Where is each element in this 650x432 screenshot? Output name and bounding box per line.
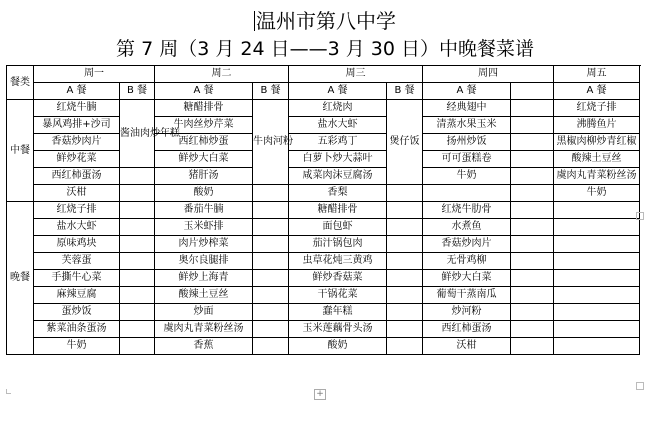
empty-cell (253, 202, 289, 219)
dish-cell: 西红柿炒蛋 (155, 134, 253, 151)
day-header: 周二 (155, 66, 289, 83)
empty-cell (387, 304, 423, 321)
dish-cell: 鲜炒大白菜 (423, 270, 511, 287)
b-meal-header: B 餐 (120, 83, 155, 100)
dish-cell: 麻辣豆腐 (34, 287, 120, 304)
empty-cell (511, 321, 554, 338)
dish-cell: 奥尔良腿排 (155, 253, 253, 270)
table-row (7, 151, 640, 168)
dinner-label: 晚餐 (7, 202, 34, 355)
dish-cell: 清蒸水果玉米 (423, 117, 511, 134)
dish-cell: 糖醋排骨 (155, 100, 253, 117)
dish-cell: 番茄牛腩 (155, 202, 253, 219)
empty-cell (253, 338, 289, 355)
page-title (0, 8, 650, 34)
empty-cell (120, 253, 155, 270)
dish-cell: 牛奶 (554, 185, 640, 202)
dish-cell: 沸腾鱼片 (554, 117, 640, 134)
dish-cell: 香菇炒肉片 (423, 236, 511, 253)
dish-cell: 蠢年糕 (289, 304, 387, 321)
table-row (7, 134, 640, 151)
dish-cell: 五彩鸡丁 (289, 134, 387, 151)
empty-cell (511, 270, 554, 287)
dish-cell: 蛋炒饭 (34, 304, 120, 321)
empty-cell (253, 185, 289, 202)
table-row (7, 66, 640, 83)
day-header: 周五 (554, 66, 640, 83)
dish-cell: 牛肉丝炒芹菜 (155, 117, 253, 134)
dish-cell: 虫草花炖三黄鸡 (289, 253, 387, 270)
empty-cell (387, 219, 423, 236)
a-meal-header: A 餐 (155, 83, 253, 100)
a-meal-header: A 餐 (554, 83, 640, 100)
dish-cell: 酸辣土豆丝 (554, 151, 640, 168)
empty-cell (554, 236, 640, 253)
dish-cell: 猪肝汤 (155, 168, 253, 185)
dish-cell: 虞肉丸青菜粉丝汤 (554, 168, 640, 185)
dish-cell: 鲜炒大白菜 (155, 151, 253, 168)
page-subtitle: 第 7 周（3 月 24 日——3 月 30 日）中晚餐菜谱 (116, 38, 534, 60)
empty-cell (253, 321, 289, 338)
b-meal-dish: 煲仔饭 (387, 100, 423, 185)
b-meal-header: B 餐 (253, 83, 289, 100)
day-header: 周四 (423, 66, 554, 83)
empty-cell (511, 168, 554, 185)
dish-cell: 面包虾 (289, 219, 387, 236)
table-row (7, 168, 640, 185)
empty-cell (387, 236, 423, 253)
dish-cell: 玉米虾排 (155, 219, 253, 236)
empty-cell (554, 270, 640, 287)
dish-cell: 玉米莲藕骨头汤 (289, 321, 387, 338)
empty-cell (511, 100, 554, 117)
dish-cell: 白萝卜炒大蒜叶 (289, 151, 387, 168)
dish-cell: 西红柿蛋汤 (34, 168, 120, 185)
dish-cell: 红烧牛腩 (34, 100, 120, 117)
empty-cell (511, 185, 554, 202)
dish-cell: 可可蛋糕卷 (423, 151, 511, 168)
day-header: 周三 (289, 66, 423, 83)
table-row (7, 253, 640, 270)
dish-cell: 鲜炒香菇菜 (289, 270, 387, 287)
dish-cell: 香蕉 (155, 338, 253, 355)
dish-cell: 炒面 (155, 304, 253, 321)
dish-cell: 茄汁锅包肉 (289, 236, 387, 253)
dish-cell: 盐水大虾 (289, 117, 387, 134)
empty-cell (511, 338, 554, 355)
table-row (7, 117, 640, 134)
corner-marker (6, 389, 11, 394)
empty-cell (387, 287, 423, 304)
empty-cell (554, 338, 640, 355)
dish-cell: 暴风鸡排+沙司 (34, 117, 120, 134)
lunch-label: 中餐 (7, 100, 34, 202)
dish-cell: 紫菜油条蛋汤 (34, 321, 120, 338)
empty-cell (253, 304, 289, 321)
empty-cell (253, 236, 289, 253)
table-row (7, 219, 640, 236)
dish-cell (423, 185, 511, 202)
empty-cell (511, 151, 554, 168)
dish-cell: 沃柑 (34, 185, 120, 202)
dish-cell: 香梨 (289, 185, 387, 202)
table-handle[interactable] (636, 382, 644, 390)
dish-cell: 扬州炒饭 (423, 134, 511, 151)
dish-cell: 水煮鱼 (423, 219, 511, 236)
a-meal-header: A 餐 (34, 83, 120, 100)
empty-cell (511, 83, 554, 100)
empty-cell (511, 134, 554, 151)
empty-cell (387, 338, 423, 355)
empty-cell (387, 270, 423, 287)
empty-cell (511, 304, 554, 321)
dish-cell: 鲜炒花菜 (34, 151, 120, 168)
dish-cell: 无骨鸡柳 (423, 253, 511, 270)
dish-cell: 盐水大虾 (34, 219, 120, 236)
empty-cell (511, 219, 554, 236)
empty-cell (554, 253, 640, 270)
empty-cell (120, 185, 155, 202)
table-row (7, 83, 640, 100)
dish-cell: 香菇炒肉片 (34, 134, 120, 151)
dish-cell: 鲜炒上海青 (155, 270, 253, 287)
empty-cell (387, 321, 423, 338)
table-row (7, 338, 640, 355)
dish-cell: 红烧肉 (289, 100, 387, 117)
dish-cell: 红烧子排 (554, 100, 640, 117)
empty-cell (120, 270, 155, 287)
dish-cell: 炒河粉 (423, 304, 511, 321)
empty-cell (120, 219, 155, 236)
table-row (7, 185, 640, 202)
dish-cell: 干锅花菜 (289, 287, 387, 304)
table-row (7, 100, 640, 117)
b-meal-dish: 酱油肉炒年糕 (120, 100, 155, 168)
empty-cell (511, 287, 554, 304)
dish-cell: 黑椒肉柳炒青红椒 (554, 134, 640, 151)
empty-cell (120, 338, 155, 355)
dish-cell: 咸菜肉沫豆腐汤 (289, 168, 387, 185)
dish-cell: 葡萄干蒸南瓜 (423, 287, 511, 304)
empty-cell (120, 304, 155, 321)
b-meal-header: B 餐 (387, 83, 423, 100)
menu-table (6, 65, 640, 355)
dish-cell: 牛奶 (34, 338, 120, 355)
table-row (7, 321, 640, 338)
empty-cell (554, 304, 640, 321)
table-row (7, 304, 640, 321)
table-row (7, 270, 640, 287)
empty-cell (554, 219, 640, 236)
dish-cell: 糖醋排骨 (289, 202, 387, 219)
empty-cell (253, 270, 289, 287)
empty-cell (253, 219, 289, 236)
empty-cell (387, 185, 423, 202)
table-row (7, 236, 640, 253)
table-row (7, 287, 640, 304)
a-meal-header: A 餐 (423, 83, 511, 100)
empty-cell (554, 202, 640, 219)
empty-cell (253, 287, 289, 304)
dish-cell: 芙蓉蛋 (34, 253, 120, 270)
day-header: 周一 (34, 66, 155, 83)
dish-cell: 牛奶 (423, 168, 511, 185)
b-meal-dish: 牛肉河粉 (253, 100, 289, 185)
meal-type-header: 餐类 (7, 66, 34, 100)
dish-cell: 酸辣土豆丝 (155, 287, 253, 304)
dish-cell: 红烧子排 (34, 202, 120, 219)
dish-cell: 沃柑 (423, 338, 511, 355)
empty-cell (253, 253, 289, 270)
dish-cell: 肉片炒榨菜 (155, 236, 253, 253)
table-row (7, 202, 640, 219)
empty-cell (120, 168, 155, 185)
add-row-icon[interactable]: + (314, 389, 326, 400)
dish-cell: 经典翅中 (423, 100, 511, 117)
empty-cell (511, 236, 554, 253)
empty-cell (554, 321, 640, 338)
dish-cell: 红烧牛肋骨 (423, 202, 511, 219)
empty-cell (120, 287, 155, 304)
empty-cell (511, 202, 554, 219)
table-handle[interactable] (636, 212, 644, 220)
school-name: 温州市第八中学 (256, 9, 396, 33)
empty-cell (120, 321, 155, 338)
dish-cell: 酸奶 (289, 338, 387, 355)
dish-cell: 虞肉丸青菜粉丝汤 (155, 321, 253, 338)
empty-cell (554, 287, 640, 304)
dish-cell: 原味鸡块 (34, 236, 120, 253)
dish-cell: 手撕牛心菜 (34, 270, 120, 287)
dish-cell: 酸奶 (155, 185, 253, 202)
empty-cell (511, 253, 554, 270)
empty-cell (120, 236, 155, 253)
a-meal-header: A 餐 (289, 83, 387, 100)
text-cursor (254, 11, 255, 31)
empty-cell (120, 202, 155, 219)
dish-cell: 西红柿蛋汤 (423, 321, 511, 338)
empty-cell (387, 202, 423, 219)
empty-cell (387, 253, 423, 270)
empty-cell (511, 117, 554, 134)
